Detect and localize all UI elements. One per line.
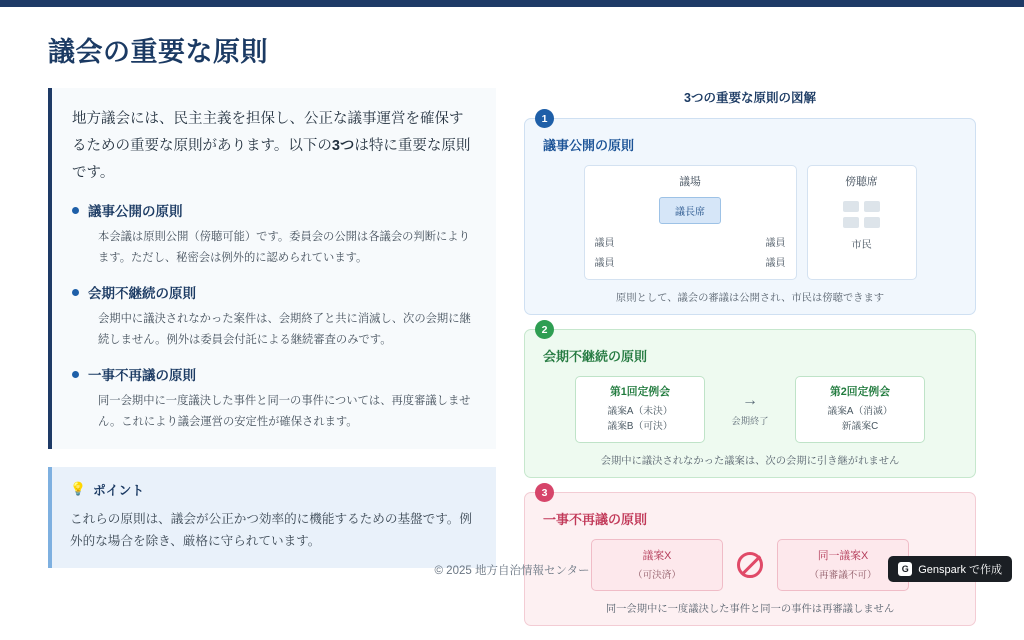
left-column [48, 88, 496, 568]
member-label: 議員 [765, 258, 786, 269]
citizen-label: 市民 [851, 240, 872, 251]
point-body: これらの原則は、議会が公正かつ効率的に機能するための基盤です。例外的な場合を除き、厳格に守られています。 [70, 511, 472, 549]
lightbulb-icon: 💡 [70, 481, 86, 497]
members-row [595, 234, 786, 269]
diagram-title: 3つの重要な原則の図解 [684, 91, 816, 105]
principle-item [72, 282, 476, 351]
principle-body: 本会議は原則公開（傍聴可能）です。委員会の公開は各議会の判断によります。ただし、秘密会は例外的に認められています。 [98, 231, 470, 265]
diagram-caption: 同一会期中に一度議決した事件と同一の事件は再審議しません [605, 604, 895, 616]
principle-title: 議事公開の原則 [88, 204, 183, 220]
seat-icon [864, 201, 880, 212]
session-flow [539, 376, 961, 443]
chair-seat: 議長席 [659, 197, 721, 224]
member-label: 議員 [594, 238, 615, 249]
case-title: 議案X [642, 550, 672, 563]
gallery-seats [843, 201, 880, 228]
chamber-panel [584, 165, 797, 280]
diagram-box-title: 一事不再議の原則 [543, 512, 648, 528]
session-line: 新議案C [841, 421, 879, 433]
point-title: ポイント [92, 482, 145, 498]
seat-icon [864, 217, 880, 228]
principle-header [72, 364, 476, 384]
top-accent-bar [0, 0, 1024, 7]
diagram-caption: 会期中に議決されなかった議案は、次の会期に引き継がれません [600, 456, 900, 468]
principle-body: 同一会期中に一度議決した事件と同一の事件については、再度審議しません。これにより議会運営の安定性が確保されます。 [98, 395, 471, 428]
page-title: 議会の重要な原則 [48, 37, 268, 67]
principle-item [72, 364, 476, 433]
seat-icon [843, 201, 859, 212]
flow-arrow-group [715, 393, 785, 427]
lead-bold: 3つ [331, 137, 355, 154]
session-title: 第1回定例会 [610, 386, 670, 398]
members-left [595, 234, 615, 269]
principles-card [48, 88, 496, 449]
members-right [766, 234, 786, 269]
step-number-badge: 3 [535, 483, 554, 502]
chamber-label: 議場 [679, 176, 701, 188]
chamber-diagram [539, 165, 961, 280]
member-label: 議員 [594, 258, 615, 269]
diagram-box-title: 議事公開の原則 [543, 138, 635, 153]
case-title: 同一議案X [817, 550, 869, 563]
principle-body: 会期中に議決されなかった案件は、会期終了と共に消滅し、次の会期に継続しません。例外は委員会付託による継続審査のみです。 [98, 313, 471, 347]
lead-line-3: は特に [354, 137, 398, 154]
member-label: 議員 [765, 238, 786, 249]
arrow-caption: 会期終了 [731, 415, 769, 426]
genspark-badge[interactable] [888, 556, 1012, 582]
gallery-label: 傍聴席 [845, 176, 878, 188]
lead-line-4: 重要な原則です。 [72, 137, 471, 181]
lead-paragraph [72, 106, 476, 186]
session-title: 第2回定例会 [830, 386, 890, 398]
lead-line-1: 地方議会には、民主主義を担保し、公正な議事運営を確 [72, 111, 435, 127]
session-line: 議案A（未決） [607, 406, 673, 417]
genspark-logo-icon: G [898, 562, 912, 576]
bullet-dot-icon [72, 371, 79, 378]
principle-header [72, 282, 476, 302]
session-line: 議案B（可決） [607, 421, 673, 433]
point-callout [48, 467, 496, 568]
principle-header [72, 200, 476, 220]
gallery-panel [807, 165, 917, 280]
bullet-dot-icon [72, 289, 79, 296]
step-number-badge: 2 [535, 320, 554, 339]
point-header [70, 480, 478, 499]
case-subtitle: （再審議不可） [809, 570, 877, 582]
diagram-caption: 原則として、議会の審議は公開され、市民は傍聴できます [615, 293, 885, 304]
diagram-box-open-proceedings [524, 112, 976, 315]
genspark-badge-label: Genspark で作成 [918, 564, 1002, 576]
seat-icon [843, 217, 859, 228]
lead-line-2: 保するための重要な原則があります。以下の [72, 111, 464, 154]
arrow-right-icon: → [742, 391, 758, 409]
step-number-badge: 1 [535, 109, 554, 128]
footer-copyright: © 2025 地方自治情報センター [434, 565, 590, 577]
principle-item [72, 200, 476, 269]
principle-title: 一事不再議の原則 [88, 368, 196, 383]
session-card-first [575, 376, 705, 443]
bullet-dot-icon [72, 207, 79, 214]
session-line: 議案A（消滅） [827, 406, 893, 417]
diagram-box-session-discontinuity [524, 323, 976, 478]
case-subtitle: （可決済） [633, 570, 681, 582]
diagram-box-title: 会期不継続の原則 [543, 349, 648, 364]
session-card-second [795, 376, 925, 443]
principle-title: 会期不継続の原則 [88, 286, 196, 302]
